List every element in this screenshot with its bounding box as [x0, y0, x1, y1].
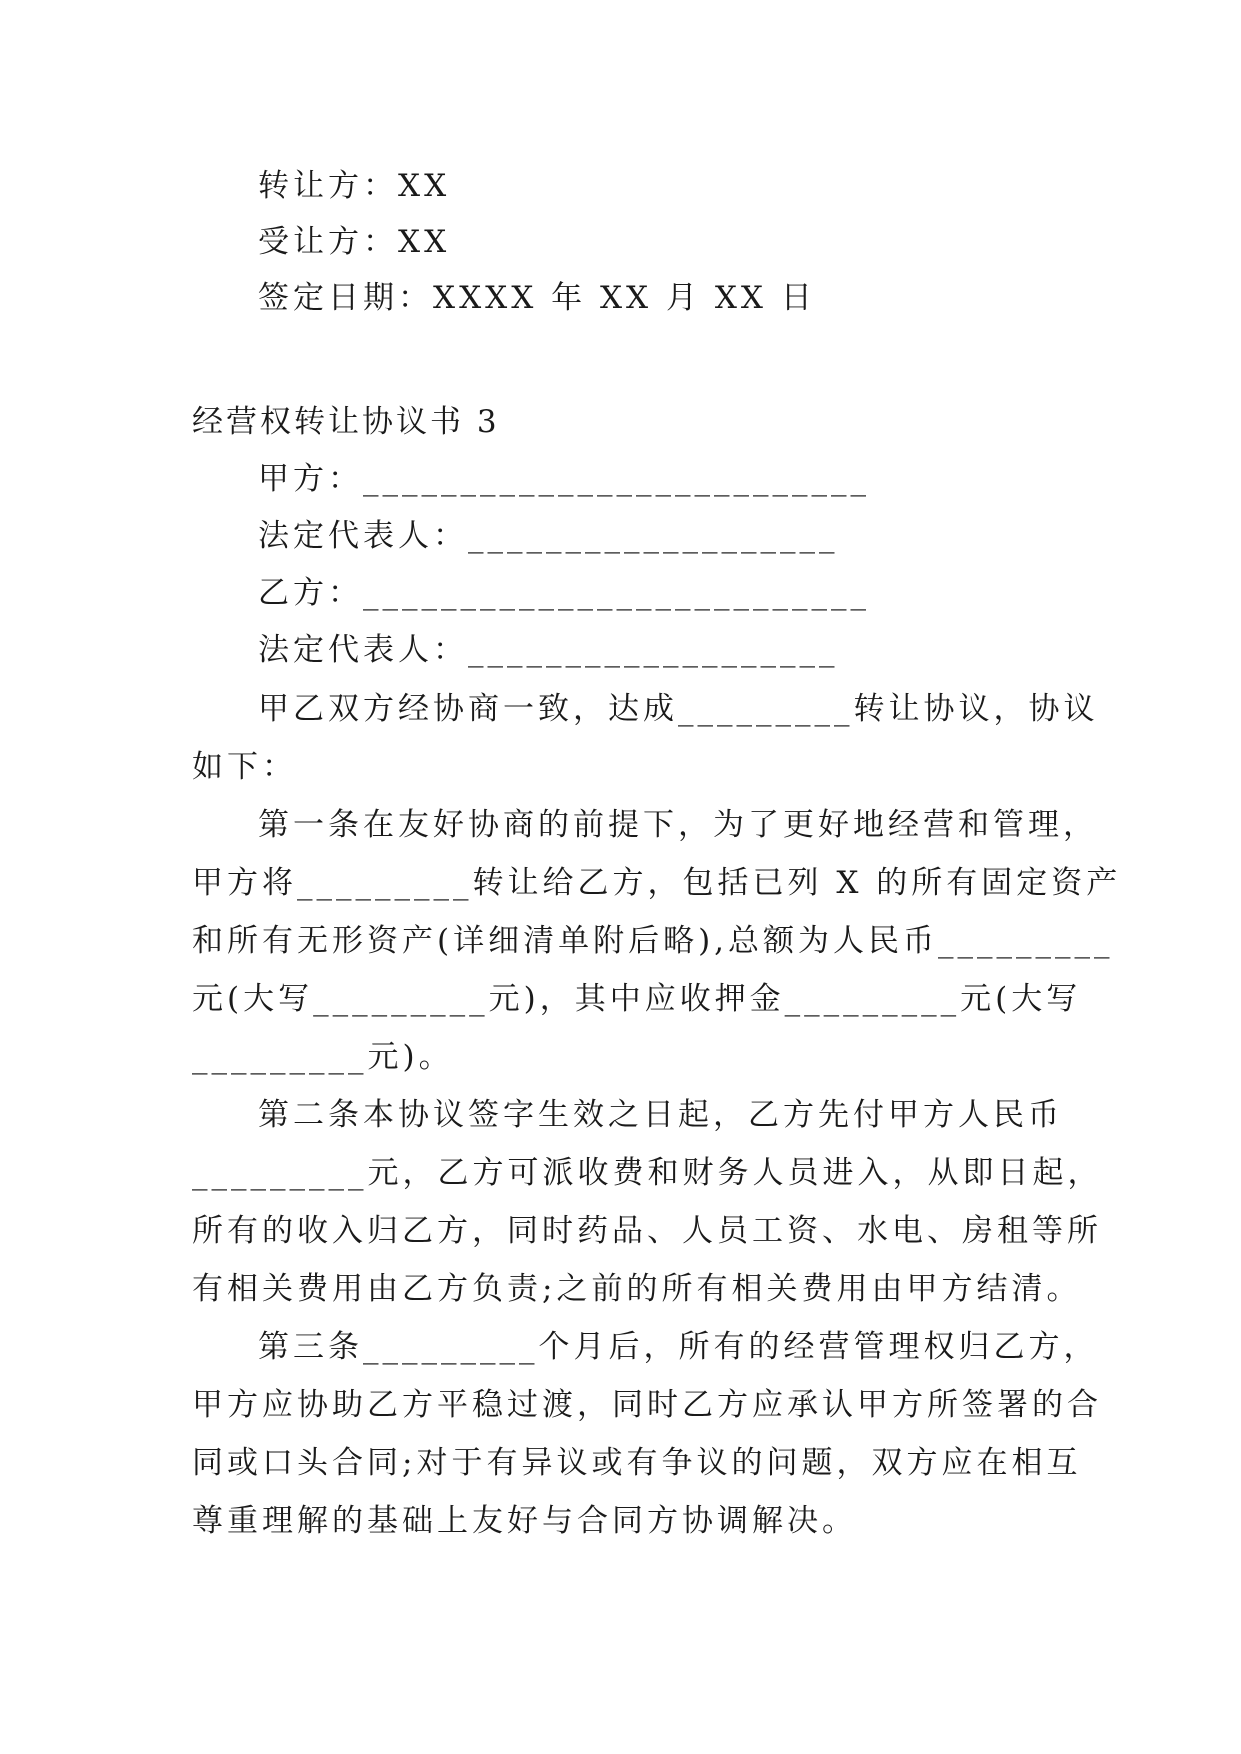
article-1-line: _________元)。: [192, 1039, 454, 1075]
party-a-rep-line: 法定代表人：___________________: [258, 518, 839, 554]
article-1-line: 和所有无形资产(详细清单附后略),总额为人民币_________: [192, 923, 1114, 959]
article-1-line: 元(大写_________元)，其中应收押金_________元(大写: [192, 981, 1082, 1017]
article-3-line: 尊重理解的基础上友好与合同方协调解决。: [192, 1503, 857, 1539]
article-2-line: _________元，乙方可派收费和财务人员进入，从即日起，: [192, 1155, 1103, 1191]
signing-date-line: 签定日期：XXXX 年 XX 月 XX 日: [258, 280, 816, 316]
transferor-line: 转让方：XX: [258, 168, 451, 204]
agreement-title: 经营权转让协议书 3: [192, 404, 500, 440]
article-2-line: 所有的收入归乙方，同时药品、人员工资、水电、房租等所: [192, 1213, 1102, 1249]
article-2-line: 第二条本协议签字生效之日起，乙方先付甲方人民币: [258, 1097, 1063, 1133]
party-a-line: 甲方：__________________________: [258, 461, 870, 497]
intro-line: 甲乙双方经协商一致，达成_________转让协议，协议: [258, 691, 1099, 727]
article-3-line: 甲方应协助乙方平稳过渡，同时乙方应承认甲方所签署的合: [192, 1387, 1102, 1423]
party-b-line: 乙方：__________________________: [258, 575, 870, 611]
article-3-line: 第三条_________个月后，所有的经营管理权归乙方，: [258, 1329, 1099, 1365]
article-1-line: 第一条在友好协商的前提下，为了更好地经营和管理，: [258, 807, 1098, 843]
article-2-line: 有相关费用由乙方负责;之前的所有相关费用由甲方结清。: [192, 1271, 1082, 1307]
article-1-line: 甲方将_________转让给乙方，包括已列 X 的所有固定资产: [192, 865, 1122, 901]
party-b-rep-line: 法定代表人：___________________: [258, 632, 839, 668]
intro-line: 如下：: [192, 749, 297, 785]
article-3-line: 同或口头合同;对于有异议或有争议的问题，双方应在相互: [192, 1445, 1082, 1481]
transferee-line: 受让方：XX: [258, 224, 451, 260]
